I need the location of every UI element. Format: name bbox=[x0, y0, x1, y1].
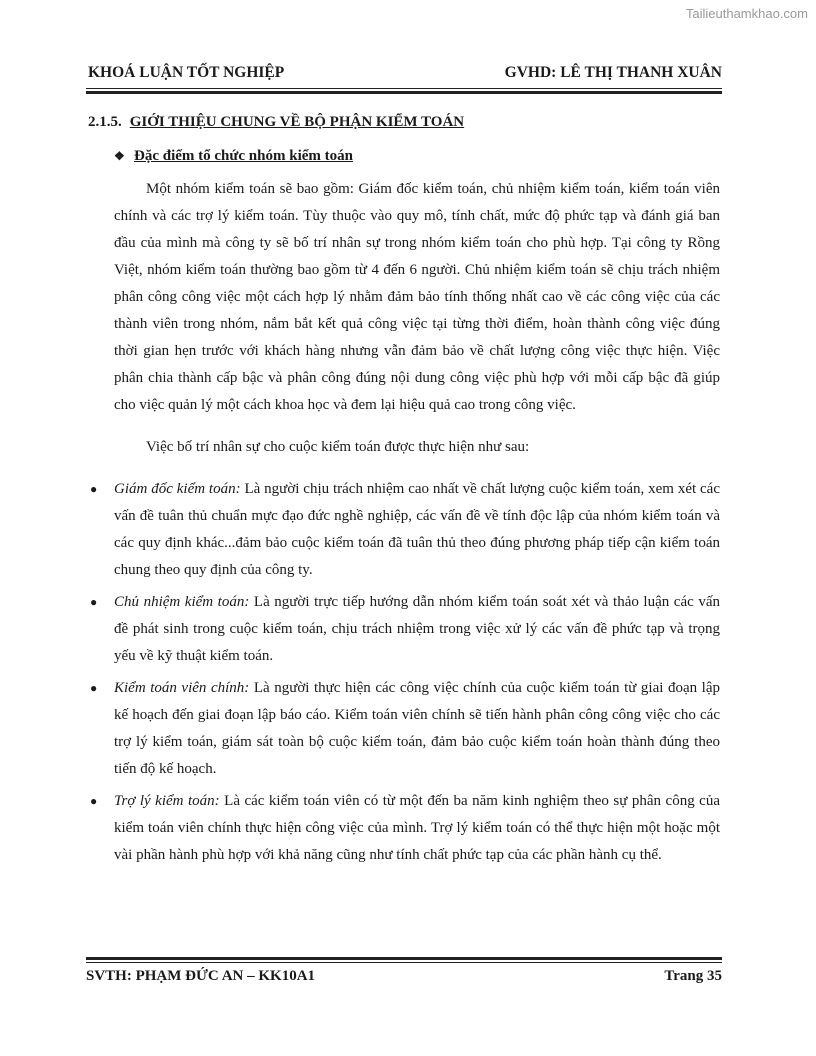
list-item bbox=[90, 589, 720, 670]
header-advisor: GVHD: LÊ THỊ THANH XUÂN bbox=[504, 64, 722, 81]
page-header bbox=[88, 64, 722, 86]
role-description: Là người trực tiếp hướng dẫn nhóm kiểm toán soát xét và thảo luận các vấn đề phát sinh trong cuộc kiểm toán, chịu trách nhiệm trong việc xử lý các vấn đề phức tạp và trọng yếu về kỹ thuật kiểm toán. bbox=[114, 594, 721, 664]
paragraph-staffing: Việc bố trí nhân sự cho cuộc kiểm toán được thực hiện như sau: bbox=[146, 439, 530, 455]
role-term: Kiểm toán viên chính: bbox=[114, 680, 250, 696]
list-item bbox=[90, 476, 720, 584]
role-list bbox=[90, 476, 720, 874]
bullet-icon: ● bbox=[90, 681, 98, 695]
role-term: Trợ lý kiểm toán: bbox=[114, 793, 220, 809]
watermark: Tailieuthamkhao.com bbox=[685, 6, 808, 21]
section-heading bbox=[88, 114, 464, 131]
page-footer bbox=[86, 968, 722, 985]
header-title: KHOÁ LUẬN TỐT NGHIỆP bbox=[88, 64, 285, 81]
role-term: Chủ nhiệm kiểm toán: bbox=[114, 594, 250, 610]
section-title: GIỚI THIỆU CHUNG VỀ BỘ PHẬN KIỂM TOÁN bbox=[129, 114, 465, 130]
footer-rule bbox=[86, 962, 722, 963]
bullet-icon: ● bbox=[90, 595, 98, 609]
header-rule bbox=[86, 88, 722, 89]
footer-student: SVTH: PHẠM ĐỨC AN – KK10A1 bbox=[86, 968, 316, 984]
diamond-bullet-icon: ❖ bbox=[114, 149, 125, 163]
role-term: Giám đốc kiểm toán: bbox=[114, 481, 241, 497]
page-number: Trang 35 bbox=[664, 968, 722, 984]
bullet-icon: ● bbox=[90, 794, 98, 808]
role-description: Là các kiểm toán viên có từ một đến ba năm kinh nghiệm theo sự phân công của kiểm toán viên chính thực hiện công việc của mình. Trợ lý kiểm toán có thể thực hiện một hoặc một vài phần hành phù hợp với khả năng cũng như tính chất phức tạp của các phần hành cụ thể. bbox=[114, 793, 720, 863]
role-description: Là người thực hiện các công việc chính của cuộc kiểm toán từ giai đoạn lập kế hoạch đến giai đoạn lập báo cáo. Kiểm toán viên chính sẽ tiến hành phân công công việc cho các trợ lý kiểm toán, giám sát toàn bộ cuộc kiểm toán, đảm bảo cuộc kiểm toán hoàn thành đúng theo tiến độ kế hoạch. bbox=[114, 680, 720, 777]
role-description: Là người chịu trách nhiệm cao nhất về chất lượng cuộc kiểm toán, xem xét các vấn đề tuân thủ chuẩn mực đạo đức nghề nghiệp, các vấn đề về tính độc lập của nhóm kiểm toán và các quy định khác...đảm bảo cuộc kiểm toán đã tuân thủ theo đúng phương pháp tiếp cận kiểm toán chung theo quy định của công ty. bbox=[114, 481, 720, 578]
list-item bbox=[90, 675, 720, 783]
paragraph-intro: Một nhóm kiểm toán sẽ bao gồm: Giám đốc kiểm toán, chủ nhiệm kiểm toán, kiểm toán viên chính và các trợ lý kiểm toán. Tùy thuộc vào quy mô, tính chất, mức độ phức tạp và đánh giá ban đầu của mình mà công ty sẽ bố trí nhân sự trong nhóm kiểm toán cho phù hợp. Tại công ty Rồng Việt, nhóm kiểm toán thường bao gồm từ 4 đến 6 người. Chủ nhiệm kiểm toán sẽ chịu trách nhiệm phân công công việc một cách hợp lý nhằm đảm bảo tính thống nhất cao về các công việc của các thành viên trong nhóm, nắm bắt kết quả công việc tại từng thời điểm, hoàn thành công việc đúng thời gian hẹn trước với khách hàng nhưng vẫn đảm bảo về chất lượng công việc thực hiện. Việc phân chia thành cấp bậc và phân công đúng nội dung công việc phù hợp với mỗi cấp bậc đã giúp cho việc quản lý một cách khoa học và đem lại hiệu quả cao trong công việc. bbox=[114, 181, 720, 413]
bullet-icon: ● bbox=[90, 482, 98, 496]
footer-rule-thick bbox=[86, 957, 722, 960]
list-item bbox=[90, 788, 720, 869]
subheading-text: Đặc điểm tổ chức nhóm kiểm toán bbox=[134, 148, 353, 164]
subheading bbox=[114, 148, 353, 165]
header-rule-thick bbox=[86, 91, 722, 94]
section-number: 2.1.5. bbox=[88, 114, 122, 130]
